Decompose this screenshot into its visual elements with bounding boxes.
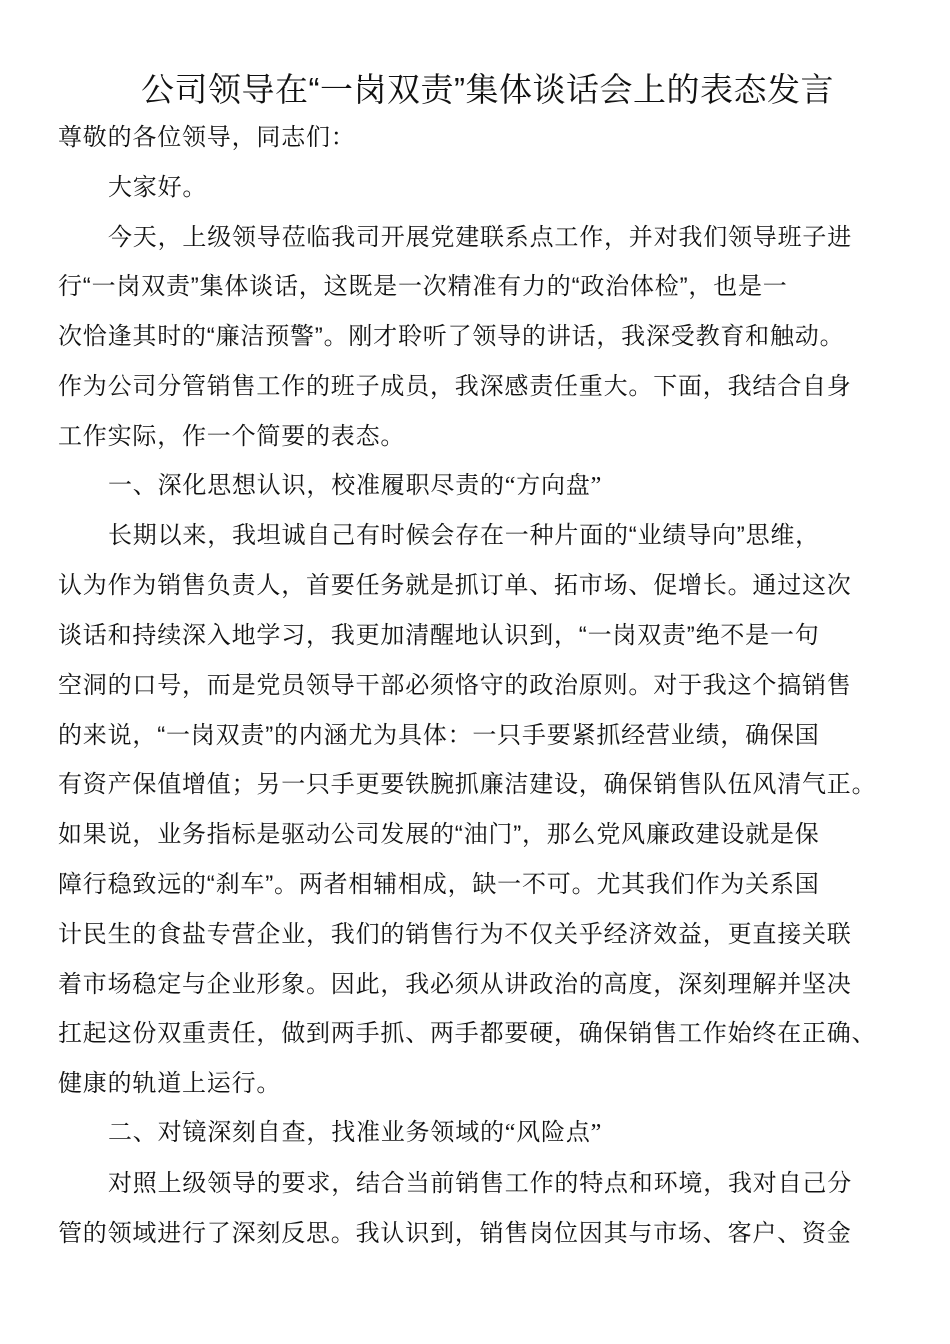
text-line: 认为作为销售负责人，首要任务就是抓订单、拓市场、促增长。通过这次 [58, 572, 852, 600]
text-line: 有资产保值增值；另一只手更要铁腕抓廉洁建设，确保销售队伍风清气正。 [58, 771, 877, 799]
text-line: 空洞的口号，而是党员领导干部必须恪守的政治原则。对于我这个搞销售 [58, 671, 852, 699]
text-line: 二、对镜深刻自查，找准业务领域的“风险点” [108, 1119, 603, 1146]
paragraph [58, 511, 898, 1109]
greeting: 大家好。 [108, 173, 208, 201]
text-line: 计民生的食盐专营企业，我们的销售行为不仅关乎经济效益，更直接关联 [58, 920, 852, 948]
text-line: 长期以来，我坦诚自己有时候会存在一种片面的“业绩导向”思维， [108, 522, 820, 550]
section-heading [58, 462, 898, 512]
document-body [58, 113, 898, 1258]
paragraphs [58, 213, 898, 1259]
text-line: 一、深化思想认识，校准履职尽责的“方向盘” [108, 472, 603, 499]
section-heading [58, 1109, 898, 1159]
text-line: 障行稳致远的“刹车”。两者相辅相成，缺一不可。尤其我们作为关系国 [58, 870, 820, 898]
text-line: 扛起这份双重责任，做到两手抓、两手都要硬，确保销售工作始终在正确、 [58, 1020, 877, 1048]
text-line: 谈话和持续深入地学习，我更加清醒地认识到，“一岗双责”绝不是一句 [58, 621, 820, 649]
text-line: 健康的轨道上运行。 [58, 1070, 282, 1098]
text-line: 对照上级领导的要求，结合当前销售工作的特点和环境，我对自己分 [108, 1169, 852, 1197]
document-title: 公司领导在“一岗双责”集体谈话会上的表态发言 [141, 71, 834, 108]
salutation: 尊敬的各位领导，同志们： [58, 124, 356, 151]
text-line: 作为公司分管销售工作的班子成员，我深感责任重大。下面，我结合自身 [58, 372, 852, 400]
text-line: 行“一岗双责”集体谈话，这既是一次精准有力的“政治体检”，也是一 [58, 273, 788, 301]
text-line: 的来说，“一岗双责”的内涵尤为具体：一只手要紧抓经营业绩，确保国 [58, 721, 820, 749]
paragraph [58, 1159, 898, 1259]
text-line: 管的领域进行了深刻反思。我认识到，销售岗位因其与市场、客户、资金 [58, 1219, 852, 1247]
text-line: 着市场稳定与企业形象。因此，我必须从讲政治的高度，深刻理解并坚决 [58, 970, 852, 998]
text-line: 次恰逢其时的“廉洁预警”。刚才聆听了领导的讲话，我深受教育和触动。 [58, 323, 845, 351]
text-line: 工作实际，作一个简要的表态。 [58, 422, 406, 450]
text-line: 如果说，业务指标是驱动公司发展的“油门”，那么党风廉政建设就是保 [58, 821, 820, 849]
paragraph [58, 213, 898, 462]
text-line: 今天，上级领导莅临我司开展党建联系点工作，并对我们领导班子进 [108, 223, 852, 251]
